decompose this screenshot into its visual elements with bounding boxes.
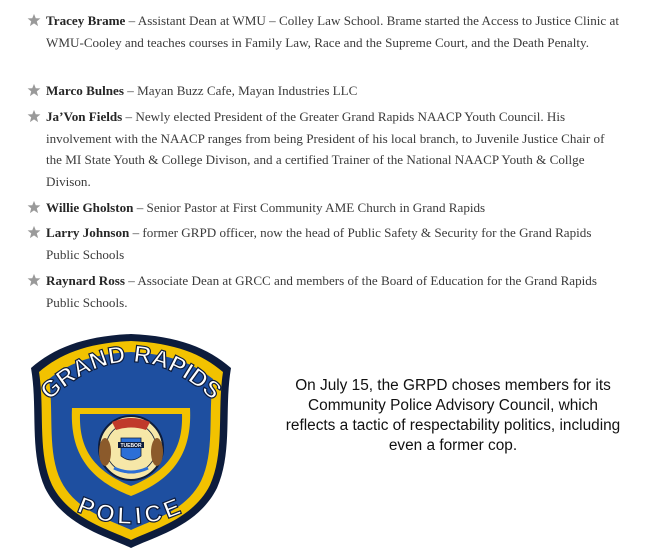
- image-caption: On July 15, the GRPD choses members for its Community Police Advisory Council, which reflects a tactic of respectability politics, including even a former cop.: [285, 377, 621, 454]
- member-name: Willie Gholston: [46, 200, 134, 215]
- separator: –: [124, 273, 138, 288]
- badge-bottom-text: POLICE: [73, 491, 189, 531]
- separator: –: [133, 200, 147, 215]
- member-description: former GRPD officer, now the head of Public Safety & Security for the Grand Rapids Public Schools: [46, 225, 592, 262]
- member-name: Ja’Von Fields: [46, 109, 123, 124]
- member-description: Senior Pastor at First Community AME Church in Grand Rapids: [146, 200, 486, 215]
- member-name: Raynard Ross: [46, 273, 125, 288]
- seal-banner-text: TUEBOR: [120, 443, 142, 449]
- separator: –: [125, 13, 138, 28]
- member-name: Marco Bulnes: [46, 83, 124, 98]
- star-icon: [27, 200, 41, 214]
- star-icon: [27, 225, 41, 239]
- star-icon: [27, 273, 41, 287]
- member-description: Newly elected President of the Greater Grand Rapids NAACP Youth Council. His involvement with the NAACP ranges from being President of his local branch, to Juvenile Justice Chair of the MI State Youth & College Divison, and a certified Trainer of the National NAACP Youth & Collge Divison.: [46, 109, 605, 189]
- badge-top-text: GRAND RAPIDS: [35, 340, 227, 406]
- separator: –: [122, 109, 136, 124]
- star-icon: [27, 83, 41, 97]
- separator: –: [129, 225, 143, 240]
- member-name: Larry Johnson: [46, 225, 130, 240]
- state-seal-icon: [99, 416, 163, 480]
- member-description: Associate Dean at GRCC and members of the Board of Education for the Grand Rapids Public Schools.: [46, 273, 597, 310]
- separator: –: [123, 83, 138, 98]
- member-description: Mayan Buzz Cafe, Mayan Industries LLC: [137, 83, 358, 98]
- member-description: Assistant Dean at WMU – Colley Law School. Brame started the Access to Justice Clinic at WMU-Cooley and teaches courses in Family Law, Race and the Supreme Court, and the Death Penalty.: [46, 13, 619, 50]
- star-icon: [27, 109, 41, 123]
- star-icon: [27, 13, 41, 27]
- member-name: Tracey Brame: [46, 13, 126, 28]
- police-badge-logo: [28, 330, 234, 550]
